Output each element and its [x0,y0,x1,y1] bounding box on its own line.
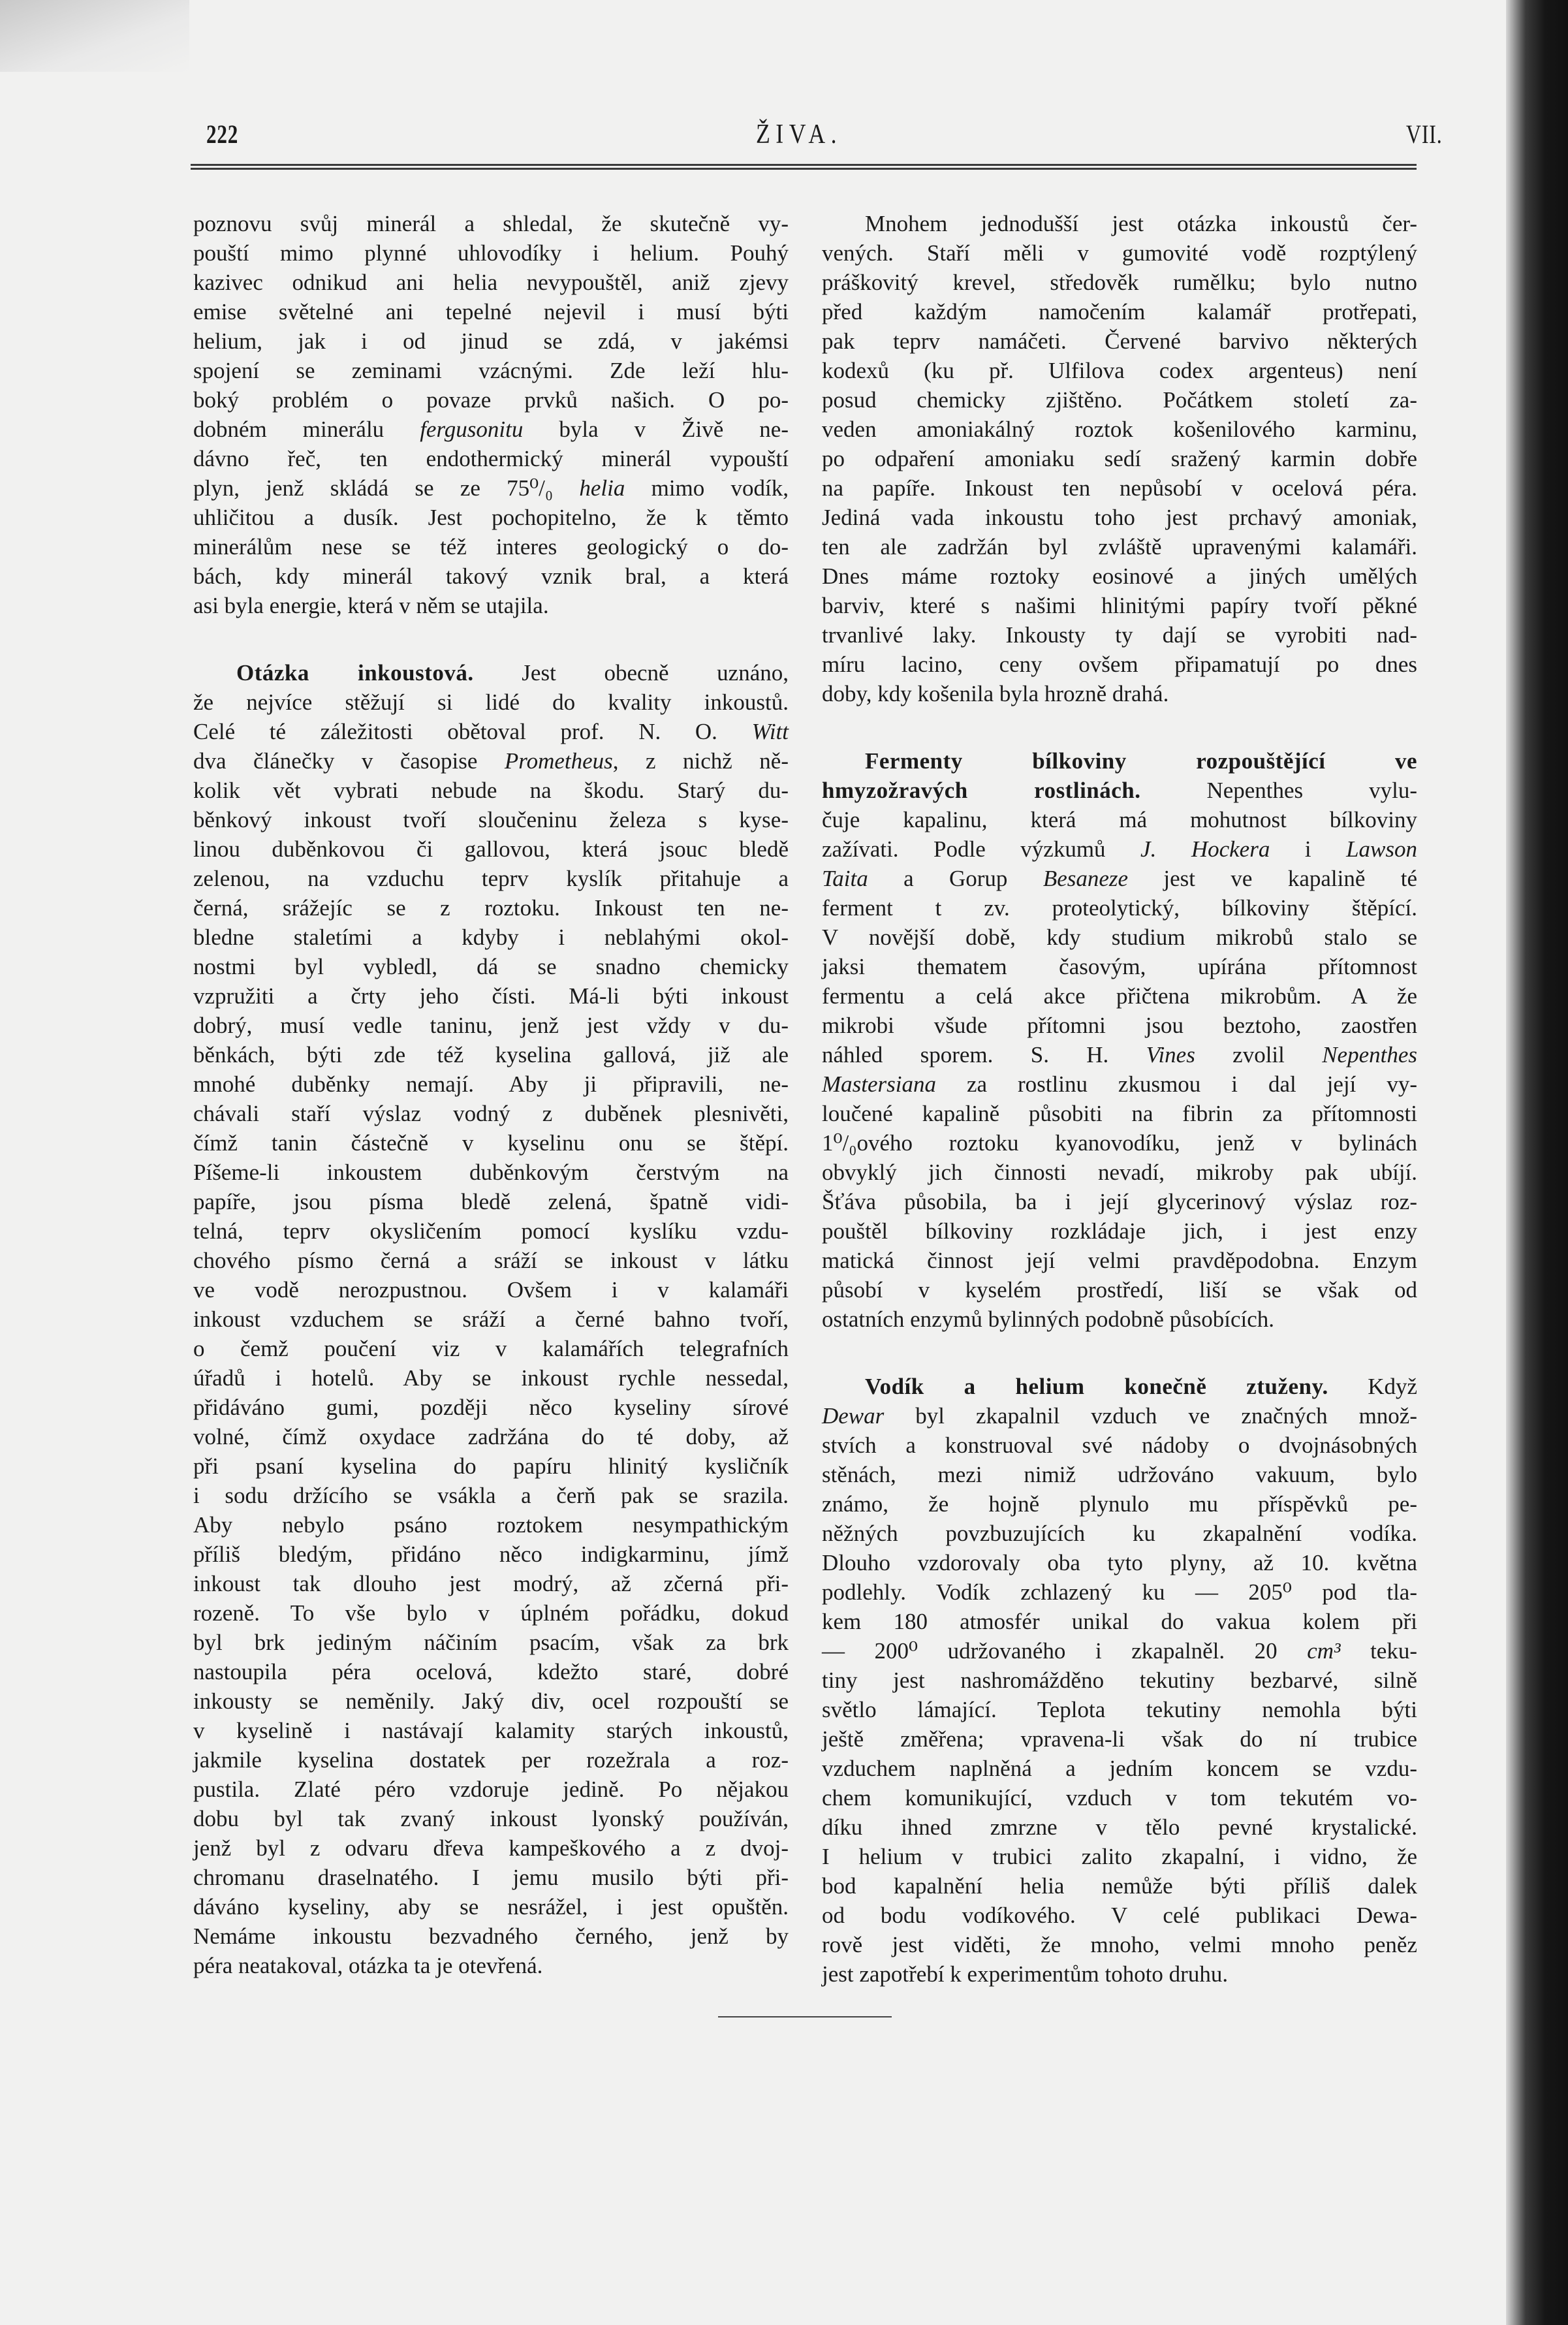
body-text: při psaní kyselina do papíru hlinitý kysličník [193,1453,789,1479]
body-text: čuje kapalinu, která má mohutnost bílkoviny [822,807,1417,832]
body-text: dobu byl tak zvaný inkoust lyonský používán, [193,1806,789,1831]
body-text: fermentu a celá akce přičtena mikrobům. A že [822,983,1417,1009]
body-text: mikrobi všude přítomni jsou beztoho, zaostřen [822,1013,1417,1038]
text-line [822,1372,1417,1401]
text-line [822,1724,1417,1754]
body-text: , z nichž ně- [612,748,789,774]
italic-text: Besaneze [1043,866,1129,891]
body-text: podlehly. Vodík zchlazený ku — 205⁰ pod tla- [822,1579,1417,1605]
text-line [193,1804,789,1833]
body-text: pak teprv namáčeti. Červené barvivo některých [822,328,1417,354]
body-text: inkoust tak dlouho jest modrý, až zčerná při- [193,1571,789,1596]
text-line [822,1305,1417,1334]
text-line [822,503,1417,532]
paragraph [822,209,1417,708]
text-line [822,952,1417,981]
body-text: dva článečky v časopise [193,748,505,774]
body-text: plyn, jenž skládá se ze 75⁰/₀ [193,475,580,501]
text-line [193,1657,789,1686]
body-text: teku- [1340,1638,1417,1664]
section-heading: hmyzožravých rostlinách. [822,778,1141,803]
body-text: poznovu svůj minerál a shledal, že skutečně vy- [193,211,789,236]
header-double-rule [191,164,1417,170]
body-text: ten ale zadržán byl zvláště upravenými kalamáři. [822,534,1417,560]
text-line [193,1951,789,1980]
text-line [822,1607,1417,1636]
body-text: na papíře. Inkoust ten nepůsobí v ocelová péra. [822,475,1417,501]
body-text: asi byla energie, která v něm se utajila. [193,593,549,618]
body-text: byl zkapalnil vzduch ve značných množ- [884,1403,1417,1429]
body-text: pouští mimo plynné uhlovodíky i helium. Pouhý [193,240,789,266]
body-text: rozeně. To vše bylo v úplném pořádku, dokud [193,1600,789,1626]
body-text: práškovitý krevel, středověk rumělku; bylo nutno [822,270,1417,295]
text-line [822,834,1417,864]
body-text: I helium v trubici zalito zkapalní, i vidno, že [822,1844,1417,1869]
body-text: vzpružiti a črty jeho čísti. Má-li býti inkoust [193,983,789,1009]
text-line [822,1548,1417,1577]
body-text: příliš bledým, přidáno něco indigkarminu, jímž [193,1542,789,1567]
scan-artifact [0,0,189,72]
section-heading: Vodík a helium konečně ztuženy. [865,1374,1328,1399]
text-line [822,1783,1417,1812]
text-line [822,1128,1417,1158]
text-line [193,1099,789,1128]
body-text: stěnách, mezi nimiž udržováno vakuum, bylo [822,1462,1417,1487]
body-text: veden amoniakálný roztok košenilového karminu, [822,417,1417,442]
text-line [822,805,1417,834]
body-text: uhličitou a dusík. Jest pochopitelno, že k těmto [193,505,789,530]
text-line [193,1745,789,1775]
text-line [822,1901,1417,1930]
text-line [193,1451,789,1481]
text-line [822,356,1417,385]
text-line [193,1422,789,1451]
italic-text: Nepenthes [1322,1042,1417,1068]
text-line [193,1922,789,1951]
body-text: ferment t zv. proteolytický, bílkoviny štěpící. [822,895,1417,921]
text-line [822,209,1417,238]
text-line [193,1863,789,1892]
italic-text: Vines [1146,1042,1195,1068]
text-line [193,1040,789,1069]
text-line [822,620,1417,650]
body-text: loučené kapalině působiti na fibrin za přítomnosti [822,1101,1417,1126]
body-text: Aby nebylo psáno roztokem nesympathickým [193,1512,789,1538]
paragraph [193,209,789,620]
body-text: Píšeme-li inkoustem duběnkovým čerstvým na [193,1160,789,1185]
body-text: spojení se zeminami vzácnými. Zde leží hlu- [193,358,789,383]
text-line [193,268,789,297]
body-text: mnohé duběnky nemají. Aby ji připravili, ne- [193,1071,789,1097]
body-text: zelenou, na vzduchu teprv kyslík přitahuje a [193,866,789,891]
body-text: emise světelné ani tepelné nejevil i musí býti [193,299,789,324]
body-text: kodexů (ku př. Ulfilova codex argenteus) není [822,358,1417,383]
body-text: barviv, které s našimi hlinitými papíry tvoří pěkné [822,593,1417,618]
italic-text: Prometheus [504,748,613,774]
text-line [193,1598,789,1628]
text-line [193,1775,789,1804]
body-text: tiny jest nashromážděno tekutiny bezbarvé, silně [822,1668,1417,1693]
body-text: dobném minerálu [193,417,420,442]
text-line [193,1481,789,1510]
body-text: posud chemicky zjištěno. Počátkem století za- [822,387,1417,413]
body-text: byla v Živě ne- [523,417,789,442]
body-text: pustila. Zlaté péro vzdoruje jedině. Po nějakou [193,1777,789,1802]
body-text: i sodu držícího se vsákla a čerň pak se srazila. [193,1483,789,1508]
text-line [822,893,1417,923]
text-line [822,473,1417,503]
text-line [193,238,789,268]
text-line [193,1892,789,1922]
text-line [822,1099,1417,1128]
body-text: dáváno kyseliny, aby se nesrážel, i jest opuštěn. [193,1894,789,1920]
body-text: bách, kdy minerál takový vznik bral, a která [193,563,789,589]
text-line [822,1069,1417,1099]
body-text: papíře, jsou písma bledě zelená, špatně vidi- [193,1189,789,1214]
text-line [193,532,789,561]
text-line [193,326,789,356]
body-text: Nemáme inkoustu bezvadného černého, jenž by [193,1923,789,1949]
body-text: běnkový inkoust tvoří sloučeninu železa s kyse- [193,807,789,832]
italic-text: fergusonitu [420,417,524,442]
body-text: čímž tanin částečně v kyselinu onu se štěpí. [193,1130,789,1156]
body-text: doby, kdy košenila byla hrozně drahá. [822,681,1169,706]
body-text: i [1270,836,1347,862]
text-line [193,1069,789,1099]
text-line [822,1636,1417,1666]
body-text: po odpaření amoniaku sedí sražený karmin dobře [822,446,1417,471]
text-line [822,532,1417,561]
italic-text: Taita [822,866,868,891]
body-text: Dlouho vzdorovaly oba tyto plyny, až 10. května [822,1550,1417,1575]
body-text: trvanlivé laky. Inkousty ty dají se vyrobiti nad- [822,622,1417,648]
text-line [193,415,789,444]
left-column [193,209,789,1980]
section-heading: Otázka inkoustová. [236,660,474,686]
text-line [822,981,1417,1011]
body-text: stvích a konstruoval své nádoby o dvojnásobných [822,1432,1417,1458]
italic-text: Dewar [822,1403,885,1429]
body-text: něžných povzbuzujících ku zkapalnění vodíka. [822,1521,1417,1546]
text-line [193,591,789,620]
section-heading: Fermenty bílkoviny rozpouštějící ve [865,748,1417,774]
text-line [193,209,789,238]
text-line [193,1510,789,1540]
body-text: v kyselině i nastávají kalamity starých inkoustů, [193,1718,789,1743]
italic-text: Lawson [1346,836,1418,862]
body-text: působí v kyselém prostředí, liší se však od [822,1277,1417,1303]
body-text: před každým namočením kalamář protřepati, [822,299,1417,324]
text-line [822,1959,1417,1989]
text-line [193,1275,789,1305]
body-text: chového písmo černá a sráží se inkoust v látku [193,1248,789,1273]
text-line [193,1305,789,1334]
body-text: kem 180 atmosfér unikal do vakua kolem při [822,1609,1417,1634]
body-text: běnkách, býti zde též kyselina gallová, již ale [193,1042,789,1068]
volume-number: VII. [1406,119,1443,149]
text-line [822,1842,1417,1871]
body-text: známo, že hojně plynulo mu příspěvků pe- [822,1491,1417,1517]
text-line [822,297,1417,326]
text-line [193,805,789,834]
text-line [193,717,789,746]
body-text: dobrý, musí vedle taninu, jenž jest vždy v du- [193,1013,789,1038]
body-text: Dnes máme roztoky eosinové a jiných umělých [822,563,1417,589]
text-line [193,923,789,952]
text-line [193,746,789,776]
text-line [193,1686,789,1716]
text-line [822,1871,1417,1901]
text-line [822,268,1417,297]
body-text: linou duběnkovou či gallovou, která jsouc bledě [193,836,789,862]
body-text: kazivec odnikud ani helia nevypouštěl, aniž zjevy [193,270,789,295]
body-text: helium, jak i od jinud se zdá, v jakémsi [193,328,789,354]
right-column [822,209,1417,1989]
scan-page-edge [1506,0,1568,2325]
body-text: náhled sporem. S. H. [822,1042,1146,1068]
text-line [193,1128,789,1158]
body-text: o čemž poučení viz v kalamářích telegrafních [193,1336,789,1361]
text-line [822,1930,1417,1959]
text-line [193,1393,789,1422]
text-line [193,981,789,1011]
text-line [822,1216,1417,1246]
text-line [822,591,1417,620]
body-text: mimo vodík, [625,475,789,501]
text-line [193,1628,789,1657]
body-text: bod kapalnění helia nemůže býti příliš dalek [822,1873,1417,1899]
text-line [822,1158,1417,1187]
text-line [822,1040,1417,1069]
text-line [822,864,1417,893]
text-line [193,1158,789,1187]
body-text: od bodu vodíkového. V celé publikaci Dewa- [822,1903,1417,1928]
text-line [193,1187,789,1216]
text-line [822,1666,1417,1695]
text-line [822,679,1417,708]
body-text: chávali staří výslaz vodný z duběnek plesnivěti, [193,1101,789,1126]
body-text: obvyklý jich činnosti nevadí, mikroby pak ubíjí. [822,1160,1417,1185]
text-line [822,1275,1417,1305]
text-line [193,1011,789,1040]
body-text: světlo lámající. Teplota tekutiny nemohla býti [822,1697,1417,1722]
body-text: matická činnost její velmi pravděpodobna. Enzym [822,1248,1417,1273]
text-line [193,952,789,981]
body-text: boký problém o povaze prvků našich. O po- [193,387,789,413]
paragraph [822,746,1417,1334]
text-line [822,1577,1417,1607]
body-text: — 200⁰ udržovaného i zkapalněl. 20 [822,1638,1308,1664]
text-line [193,297,789,326]
text-line [822,923,1417,952]
body-text: inkousty se neměnily. Jaký div, ocel rozpouští se [193,1688,789,1714]
text-line [193,1216,789,1246]
italic-text: helia [579,475,625,501]
text-line [193,561,789,591]
text-line [193,503,789,532]
body-text: péra neatakoval, otázka ta je otevřená. [193,1953,543,1978]
text-line [193,1363,789,1393]
body-text: chem komunikující, vzduch v tom tekutém vo- [822,1785,1417,1811]
body-text: vených. Staří měli v gumovité vodě rozptýlený [822,240,1417,266]
paragraph [193,658,789,1980]
body-text: za rostlinu zkusmou i dal její vy- [936,1071,1417,1097]
body-text: ve vodě nerozpustnou. Ovšem i v kalamáři [193,1277,789,1303]
italic-text: Witt [751,719,789,744]
body-text: úřadů i hotelů. Aby se inkoust rychle nessedal, [193,1365,789,1391]
body-text: V novější době, kdy studium mikrobů stalo se [822,925,1417,950]
text-line [822,746,1417,776]
text-line [822,1812,1417,1842]
body-text: zvolil [1195,1042,1323,1068]
text-line [822,385,1417,415]
text-line [822,650,1417,679]
body-text: kolik vět vybrati nebude na škodu. Starý du- [193,778,789,803]
text-line [193,776,789,805]
text-line [193,1833,789,1863]
text-line [822,1695,1417,1724]
body-text: byl brk jediným náčiním psacím, však za brk [193,1630,789,1655]
article-end-rule [718,2016,892,2017]
text-line [822,1246,1417,1275]
text-line [822,1187,1417,1216]
text-line [193,385,789,415]
body-text: Když [1328,1374,1418,1399]
paragraph [822,1372,1417,1989]
body-text: že nejvíce stěžují si lidé do kvality inkoustů. [193,689,789,715]
text-line [193,444,789,473]
body-text: jest ve kapalině té [1128,866,1418,891]
body-text: míru lacino, ceny ovšem připamatují po dnes [822,652,1417,677]
text-line [193,1569,789,1598]
text-line [193,1540,789,1569]
italic-text: cm³ [1307,1638,1341,1664]
body-text: a Gorup [868,866,1043,891]
body-text: rově jest viděti, že mnoho, velmi mnoho peněz [822,1932,1417,1957]
body-text: Jediná vada inkoustu toho jest prchavý amoniak, [822,505,1417,530]
body-text: díku ihned zmrzne v tělo pevné krystalické. [822,1814,1417,1840]
body-text: jakmile kyselina dostatek per rozežrala a roz- [193,1747,789,1773]
text-line [822,1460,1417,1489]
body-text: dávno řeč, ten endothermický minerál vypouští [193,446,789,471]
italic-text: Mastersiana [822,1071,936,1097]
body-text: Nepenthes vylu- [1140,778,1417,803]
text-line [193,356,789,385]
body-text: bledne staletími a kdyby i neblahými okol- [193,925,789,950]
body-text: inkoust vzduchem se sráží a černé bahno tvoří, [193,1306,789,1332]
body-text: 1⁰/₀ového roztoku kyanovodíku, jenž v bylinách [822,1130,1417,1156]
body-text: minerálům nese se též interes geologický o do- [193,534,789,560]
body-text: ještě změřena; vpravena-li však do ní trubice [822,1726,1417,1752]
text-line [193,834,789,864]
text-line [822,1519,1417,1548]
text-line [822,1011,1417,1040]
body-text: vzduchem naplněná a jedním koncem se vzdu- [822,1756,1417,1781]
body-text: nostmi byl vybledl, dá se snadno chemicky [193,954,789,979]
text-line [193,473,789,503]
body-text: přidáváno gumi, později něco kyseliny sírové [193,1395,789,1420]
body-text: pouštěl bílkoviny rozkládaje jich, i jest enzy [822,1218,1417,1244]
text-line [822,238,1417,268]
body-text: zažívati. Podle výzkumů [822,836,1141,862]
text-line [193,1246,789,1275]
text-line [193,658,789,688]
text-line [193,1716,789,1745]
body-text: Celé té záležitosti obětoval prof. N. O. [193,719,752,744]
text-line [822,1754,1417,1783]
text-line [822,326,1417,356]
body-text: nastoupila péra ocelová, kdežto staré, dobré [193,1659,789,1684]
body-text: jaksi thematem časovým, upírána přítomnost [822,954,1417,979]
text-line [822,444,1417,473]
text-line [193,688,789,717]
text-line [193,893,789,923]
body-text: Šťáva působila, ba i její glycerinový výslaz roz- [822,1189,1417,1214]
running-header [191,119,1443,158]
text-line [822,1489,1417,1519]
text-line [822,415,1417,444]
text-line [193,864,789,893]
page-number: 222 [206,119,239,149]
text-line [193,1334,789,1363]
text-line [822,561,1417,591]
body-text: černá, srážejíc se z roztoku. Inkoust ten ne- [193,895,789,921]
text-line [822,776,1417,805]
body-text: ostatních enzymů bylinných podobně působících. [822,1306,1275,1332]
body-text: volné, čímž oxydace zadržána do té doby, až [193,1424,789,1449]
body-text: jest zapotřebí k experimentům tohoto druhu. [822,1961,1229,1987]
body-text: telná, teprv okysličením pomocí kyslíku vzdu- [193,1218,789,1244]
text-line [822,1431,1417,1460]
italic-text: J. Hockera [1140,836,1270,862]
body-text: Jest obecně uznáno, [473,660,789,686]
body-text: chromanu draselnatého. I jemu musilo býti při- [193,1865,789,1890]
body-text: Mnohem jednodušší jest otázka inkoustů čer- [865,211,1417,236]
journal-title: ŽIVA. [756,119,843,150]
body-text: jenž byl z odvaru dřeva kampeškového a z dvoj- [193,1835,789,1861]
text-line [822,1401,1417,1431]
